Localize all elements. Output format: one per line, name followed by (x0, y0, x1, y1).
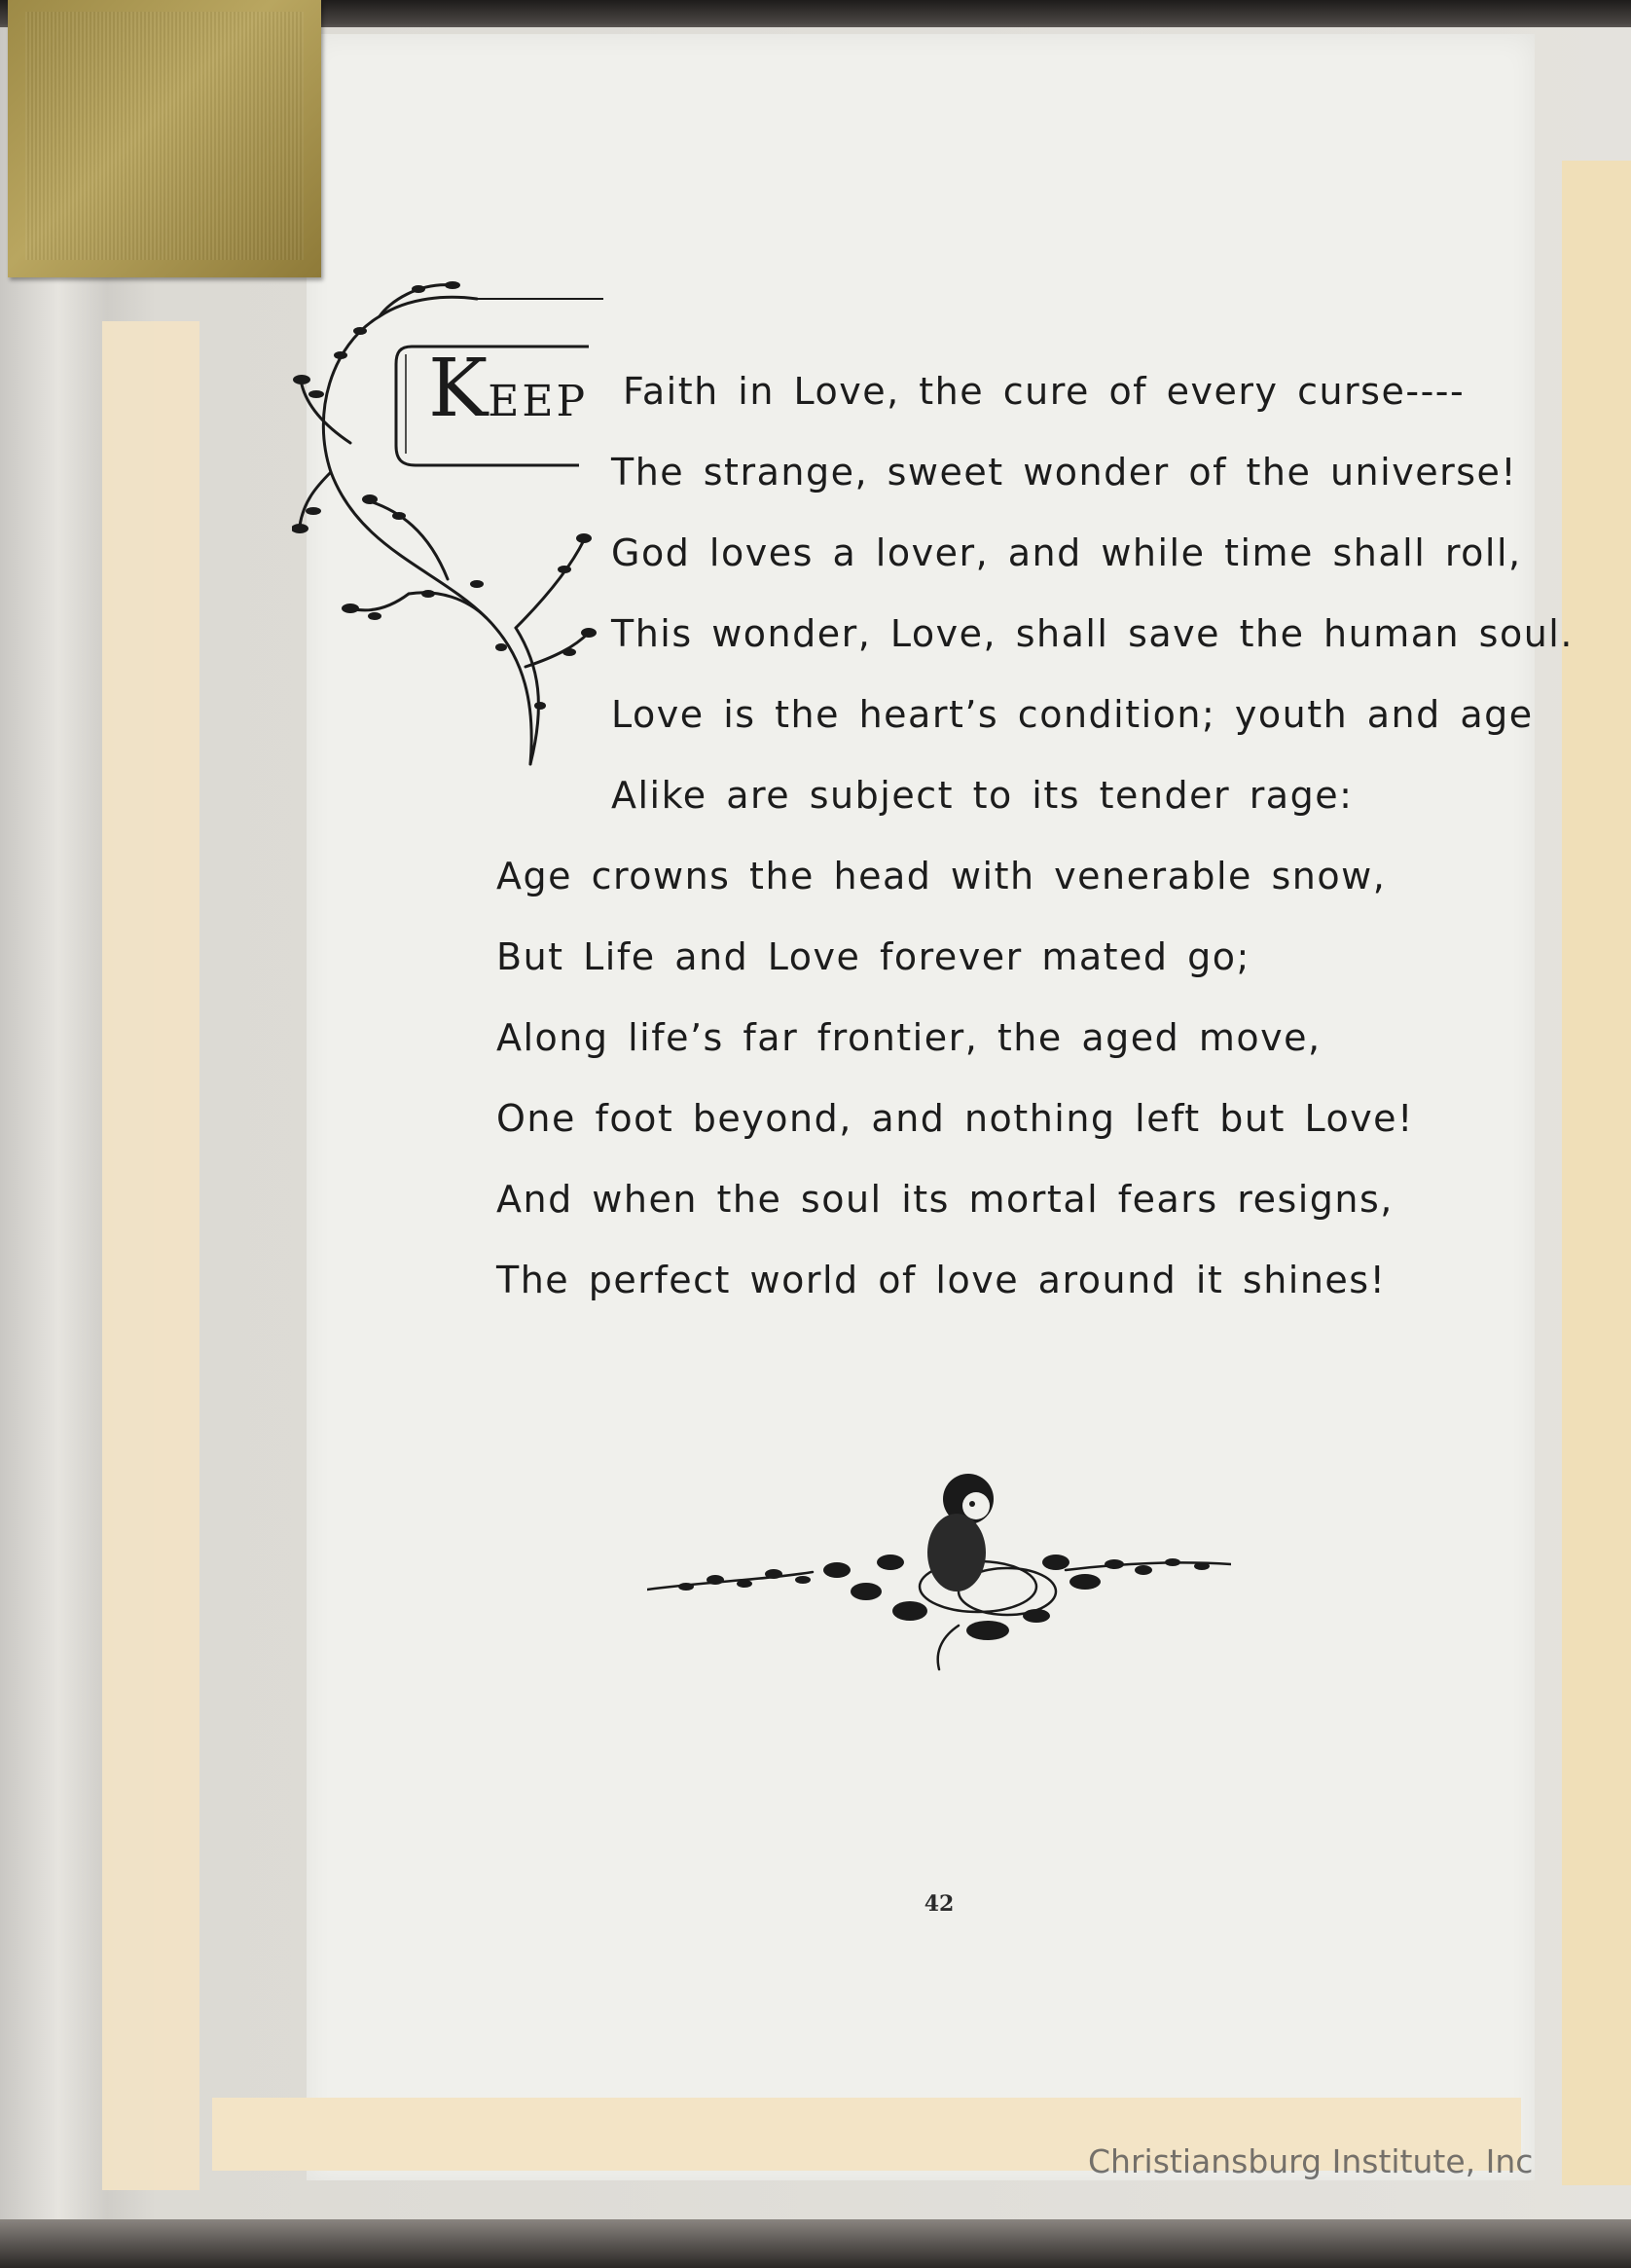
poem-line: Age crowns the head with venerable snow, (496, 855, 1387, 897)
poem-line: Alike are subject to its tender rage: (611, 774, 1354, 817)
poem-line: Faith in Love, the cure of every curse---- (623, 370, 1466, 413)
poem-line: But Life and Love forever mated go; (496, 935, 1250, 978)
poem-line: And when the soul its mortal fears resigns, (496, 1178, 1394, 1221)
watermark: Christiansburg Institute, Inc (1088, 2142, 1534, 2180)
poem-line: One foot beyond, and nothing left but Love! (496, 1097, 1414, 1140)
poem-line: Love is the heart’s condition; youth and age (611, 693, 1534, 736)
drop-cap-rest: EEP (488, 377, 589, 426)
sleeve-bottom-edge (0, 2219, 1631, 2268)
drop-cap-word (428, 343, 589, 435)
tape-strip-left (102, 321, 199, 2190)
poem-line: God loves a lover, and while time shall roll, (611, 531, 1522, 574)
poem-line: Along life’s far frontier, the aged move, (496, 1016, 1322, 1059)
poem-line: The perfect world of love around it shines! (496, 1259, 1387, 1301)
gold-tab-texture (25, 12, 304, 260)
poem-line: This wonder, Love, shall save the human soul. (611, 612, 1574, 655)
poem-line: The strange, sweet wonder of the universe! (611, 451, 1518, 494)
gold-corner-tab (8, 0, 321, 277)
cherub-with-rings-icon (647, 1455, 1231, 1689)
tape-strip-right (1562, 161, 1631, 2185)
drop-cap-letter: K (428, 343, 489, 435)
page-number: 42 (924, 1891, 955, 1917)
